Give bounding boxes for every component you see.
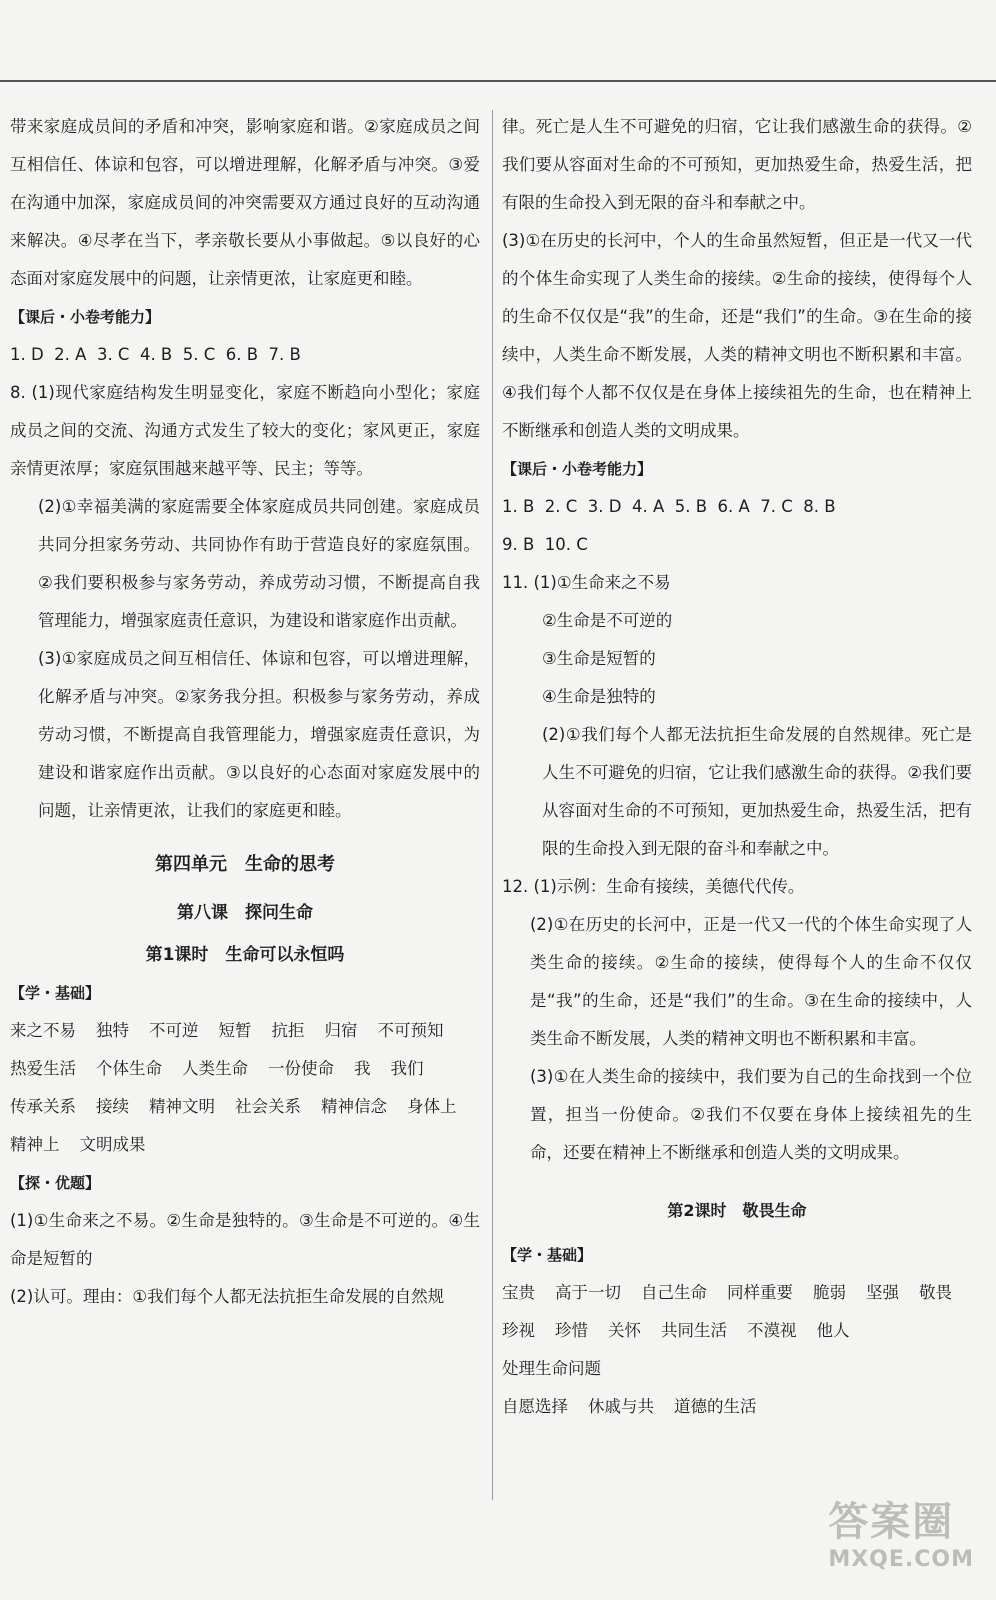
keyword-row	[10, 1088, 480, 1126]
keyword: 脆弱	[813, 1283, 846, 1302]
keyword: 身体上	[407, 1097, 457, 1116]
q8-part3: (3)①家庭成员之间互相信任、体谅和包容，可以增进理解，化解矛盾与冲突。②家务我分担。积极参与家务劳动，养成劳动习惯，不断提高自我管理能力，增强家庭责任意识，为建设和谐家庭作出贡献。③以良好的心态面对家庭发展中的问题，让亲情更浓，让我们的家庭更和睦。	[38, 649, 480, 820]
keyword: 人类生命	[182, 1059, 248, 1078]
keyword: 高于一切	[555, 1283, 621, 1302]
keyword-row	[502, 1312, 972, 1388]
keyword: 处理生命问题	[502, 1359, 601, 1378]
keyword: 一份使命	[268, 1059, 334, 1078]
keyword: 来之不易	[10, 1021, 76, 1040]
keyword: 同样重要	[727, 1283, 793, 1302]
keyword-row	[10, 1012, 480, 1050]
keyword: 休戚与共	[588, 1397, 654, 1416]
keyword: 个体生命	[96, 1059, 162, 1078]
keyword: 敬畏	[919, 1283, 952, 1302]
keyword: 自己生命	[641, 1283, 707, 1302]
session-title: 第1课时 生命可以永恒吗	[145, 945, 345, 965]
mc-answers-2: 9. B 10. C	[502, 535, 588, 554]
keyword: 珍惜	[555, 1321, 588, 1340]
column-divider	[492, 110, 493, 1500]
site-watermark	[828, 1490, 974, 1572]
q11-part2: (2)①我们每个人都无法抗拒生命发展的自然规律。死亡是人生不可避免的归宿，它让我们感激生命的获得。②我们要从容面对生命的不可预知，更加热爱生命，热爱生活，把有限的生命投入到无限的奋斗和奉献之中。	[542, 725, 972, 858]
keyword: 独特	[96, 1021, 129, 1040]
keyword-row	[10, 1050, 480, 1088]
keyword: 不可逆	[149, 1021, 199, 1040]
unit-title: 第四单元 生命的思考	[155, 854, 335, 875]
after-class-heading-right: 【课后・小卷考能力】	[502, 460, 653, 478]
keyword: 宝贵	[502, 1283, 535, 1302]
mc-answers-1: 1. B 2. C 3. D 4. A 5. B 6. A 7. C 8. B	[502, 497, 836, 516]
keyword: 社会关系	[235, 1097, 301, 1116]
keyword-row	[502, 1388, 972, 1426]
watermark-url: MXQE.COM	[828, 1547, 974, 1572]
keyword: 不漠视	[747, 1321, 797, 1340]
q12-part3: (3)①在人类生命的接续中，我们要为自己的生命找到一个位置，担当一份使命。②我们不仅要在身体上接续祖先的生命，还要在精神上不断继承和创造人类的文明成果。	[530, 1067, 972, 1162]
top-rule	[0, 80, 996, 82]
keyword: 他人	[816, 1321, 850, 1340]
right-paragraph-2: (3)①在历史的长河中，个人的生命虽然短暂，但正是一代又一代的个体生命实现了人类生命的接续。②生命的接续，使得每个人的生命不仅仅是“我”的生命，还是“我们”的生命。③在生命的接续中，人类生命不断发展，人类的精神文明也不断积累和丰富。④我们每个人都不仅仅是在身体上接续祖先的生命，也在精神上不断继承和创造人类的文明成果。	[502, 231, 972, 440]
q8-part2: (2)①幸福美满的家庭需要全体家庭成员共同创建。家庭成员共同分担家务劳动、共同协作有助于营造良好的家庭氛围。②我们要积极参与家务劳动，养成劳动习惯，不断提高自我管理能力，增强家庭责任意识，为建设和谐家庭作出贡献。	[38, 497, 480, 630]
q11-part1: 11. (1)①生命来之不易	[502, 573, 671, 592]
keyword: 短暂	[218, 1021, 252, 1040]
keyword: 自愿选择	[502, 1397, 568, 1416]
keyword: 传承关系	[10, 1097, 76, 1116]
explore-heading: 【探・优题】	[10, 1174, 101, 1192]
q8-part1: 8. (1)现代家庭结构发生明显变化，家庭不断趋向小型化；家庭成员之间的交流、沟通方式发生了较大的变化；家风更正，家庭亲情更浓厚；家庭氛围越来越平等、民主；等等。	[10, 383, 480, 478]
keyword: 抗拒	[271, 1021, 305, 1040]
q11-item: ②生命是不可逆的	[542, 611, 673, 630]
lesson-title: 第八课 探问生命	[177, 903, 313, 923]
keyword: 精神上	[10, 1135, 60, 1154]
keyword-row	[10, 1126, 480, 1164]
keyword-row	[502, 1274, 972, 1312]
keyword: 归宿	[324, 1021, 358, 1040]
q11-item: ④生命是独特的	[542, 687, 656, 706]
keyword: 接续	[96, 1097, 129, 1116]
q11-item: ③生命是短暂的	[542, 649, 656, 668]
keyword: 我们	[390, 1059, 424, 1078]
keyword: 精神文明	[149, 1097, 215, 1116]
q12-part1: 12. (1)示例：生命有接续，美德代代传。	[502, 877, 805, 896]
keyword: 坚强	[866, 1283, 899, 1302]
keyword: 我	[354, 1059, 371, 1078]
keyword: 道德的生活	[674, 1397, 757, 1416]
q12-part2: (2)①在历史的长河中，正是一代又一代的个体生命实现了人类生命的接续。②生命的接续，使得每个人的生命不仅仅是“我”的生命，还是“我们”的生命。③在生命的接续中，人类生命不断发展，人类的精神文明也不断积累和丰富。	[530, 915, 972, 1048]
learn-heading-right: 【学・基础】	[502, 1246, 593, 1264]
explore-answer-2: (2)认可。理由：①我们每个人都无法抗拒生命发展的自然规	[10, 1287, 445, 1306]
mc-answers: 1. D 2. A 3. C 4. B 5. C 6. B 7. B	[10, 345, 301, 364]
keyword: 热爱生活	[10, 1059, 76, 1078]
left-column	[10, 108, 480, 1316]
right-paragraph-1: 律。死亡是人生不可避免的归宿，它让我们感激生命的获得。②我们要从容面对生命的不可预知，更加热爱生命，热爱生活，把有限的生命投入到无限的奋斗和奉献之中。	[502, 117, 972, 212]
keyword: 珍视	[502, 1321, 535, 1340]
explore-answer-1: (1)①生命来之不易。②生命是独特的。③生命是不可逆的。④生命是短暂的	[10, 1211, 480, 1268]
learn-heading: 【学・基础】	[10, 984, 101, 1002]
keyword: 关怀	[608, 1321, 641, 1340]
keyword: 文明成果	[79, 1135, 146, 1154]
keyword: 共同生活	[661, 1321, 727, 1340]
after-class-heading: 【课后・小卷考能力】	[10, 308, 161, 326]
watermark-logo-text: 答案圈	[828, 1499, 955, 1545]
left-paragraph-1: 带来家庭成员间的矛盾和冲突，影响家庭和谐。②家庭成员之间互相信任、体谅和包容，可以增进理解，化解矛盾与冲突。③爱在沟通中加深，家庭成员间的冲突需要双方通过良好的互动沟通来解决。④尽孝在当下，孝亲敬长要从小事做起。⑤以良好的心态面对家庭发展中的问题，让亲情更浓，让家庭更和睦。	[10, 117, 480, 288]
right-column	[502, 108, 972, 1426]
keyword: 不可预知	[377, 1021, 444, 1040]
session-title-right: 第2课时 敬畏生命	[667, 1201, 807, 1220]
keyword: 精神信念	[321, 1097, 387, 1116]
